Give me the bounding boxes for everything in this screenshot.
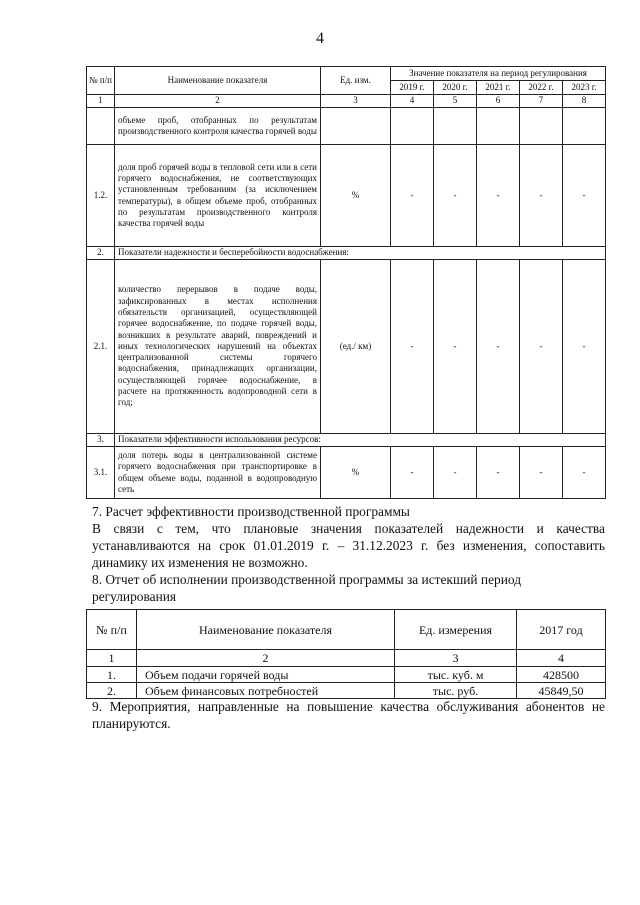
- col-number: 4: [517, 650, 606, 667]
- row-unit: (ед./ км): [321, 260, 391, 434]
- row-num: 1.: [87, 667, 137, 683]
- table-row: [87, 667, 606, 683]
- row-value: -: [434, 447, 477, 499]
- row-num: 1.2.: [87, 145, 115, 247]
- col-number: 6: [477, 95, 520, 108]
- header-unit: Ед. измерения: [395, 610, 517, 650]
- col-number: 2: [137, 650, 395, 667]
- col-number: 1: [87, 650, 137, 667]
- row-value: -: [563, 447, 606, 499]
- header-year: 2023 г.: [563, 81, 606, 95]
- col-number: 3: [395, 650, 517, 667]
- row-value: -: [563, 145, 606, 247]
- header-year: 2019 г.: [391, 81, 434, 95]
- row-value: -: [434, 260, 477, 434]
- section-8-heading: 8. Отчет об исполнении производственной программы за истекший период регулирования: [92, 572, 522, 604]
- col-number: 3: [321, 95, 391, 108]
- section-row: [87, 247, 606, 260]
- col-number: 4: [391, 95, 434, 108]
- row-text: доля потерь воды в централизованной системе горячего водоснабжения при транспортировке в общем объеме воды, поданной в водопроводную сеть: [115, 447, 321, 499]
- row-num: 2.: [87, 683, 137, 699]
- header-name: Наименование показателя: [137, 610, 395, 650]
- header-year: 2021 г.: [477, 81, 520, 95]
- row-num: 2.1.: [87, 260, 115, 434]
- section-title: Показатели надежности и бесперебойности водоснабжения:: [115, 247, 606, 260]
- row-text: количество перерывов в подаче воды, зафиксированных в местах исполнения обязательств организацией, осуществляющей горячее водоснабжение, по подаче горячей воды, возникших в результате аварий, повреждений и иных технологических нарушений на объектах централизованной системы горячего водоснабжения, принадлежащих организации, осуществляющей горячее водоснабжение, в расчете на протяженность водопроводной сети в год;: [115, 260, 321, 434]
- row-value: -: [391, 447, 434, 499]
- col-number: 8: [563, 95, 606, 108]
- row-text: доля проб горячей воды в тепловой сети или в сети горячего водоснабжения, не соответствующих установленным требованиям (за исключением температуры), в общем объеме проб, отобранных по результатам производственного контроля качества горячей воды: [115, 145, 321, 247]
- col-number: 5: [434, 95, 477, 108]
- row-value: -: [391, 145, 434, 247]
- section-num: 2.: [87, 247, 115, 260]
- row-value: -: [477, 145, 520, 247]
- row-unit: %: [321, 145, 391, 247]
- indicators-table: [86, 66, 606, 499]
- row-unit: %: [321, 447, 391, 499]
- row-value: 45849,50: [517, 683, 606, 699]
- header-num: № п/п: [87, 67, 115, 95]
- header-year: 2022 г.: [520, 81, 563, 95]
- col-number: 1: [87, 95, 115, 108]
- section-title: Показатели эффективности использования ресурсов:: [115, 434, 606, 447]
- row-num: 3.1.: [87, 447, 115, 499]
- row-name: Объем финансовых потребностей: [137, 683, 395, 699]
- row-value: -: [434, 145, 477, 247]
- col-number: 7: [520, 95, 563, 108]
- row-value: 428500: [517, 667, 606, 683]
- row-value: -: [520, 447, 563, 499]
- col-number: 2: [115, 95, 321, 108]
- header-year: 2017 год: [517, 610, 606, 650]
- table-row: [87, 108, 606, 145]
- header-year: 2020 г.: [434, 81, 477, 95]
- section-row: [87, 434, 606, 447]
- row-unit: тыс. руб.: [395, 683, 517, 699]
- row-name: Объем подачи горячей воды: [137, 667, 395, 683]
- row-value: -: [520, 260, 563, 434]
- header-name: Наименование показателя: [115, 67, 321, 95]
- report-table: [86, 609, 606, 699]
- row-unit: тыс. куб. м: [395, 667, 517, 683]
- section-7-paragraph: В связи с тем, что плановые значения показателей надежности и качества устанавливаются на срок 01.01.2019 г. – 31.12.2023 г. без изменения, сопоставить динамику их изменения не возможно.: [92, 521, 605, 570]
- row-value: -: [520, 145, 563, 247]
- section-num: 3.: [87, 434, 115, 447]
- table-row: [87, 447, 606, 499]
- row-value: -: [477, 447, 520, 499]
- section-7-heading: 7. Расчет эффективности производственной программы: [92, 504, 410, 519]
- row-value: -: [563, 260, 606, 434]
- header-unit: Ед. изм.: [321, 67, 391, 95]
- page-number: 4: [316, 30, 324, 47]
- header-period: Значение показателя на период регулирования: [391, 67, 606, 81]
- row-continuation-text: объеме проб, отобранных по результатам производственного контроля качества горячей воды: [115, 108, 321, 145]
- row-value: -: [391, 260, 434, 434]
- table-row: [87, 260, 606, 434]
- row-value: -: [477, 260, 520, 434]
- table-row: [87, 145, 606, 247]
- table-row: [87, 683, 606, 699]
- section-9-text: 9. Мероприятия, направленные на повышение качества обслуживания абонентов не планируются.: [92, 699, 605, 731]
- header-num: № п/п: [87, 610, 137, 650]
